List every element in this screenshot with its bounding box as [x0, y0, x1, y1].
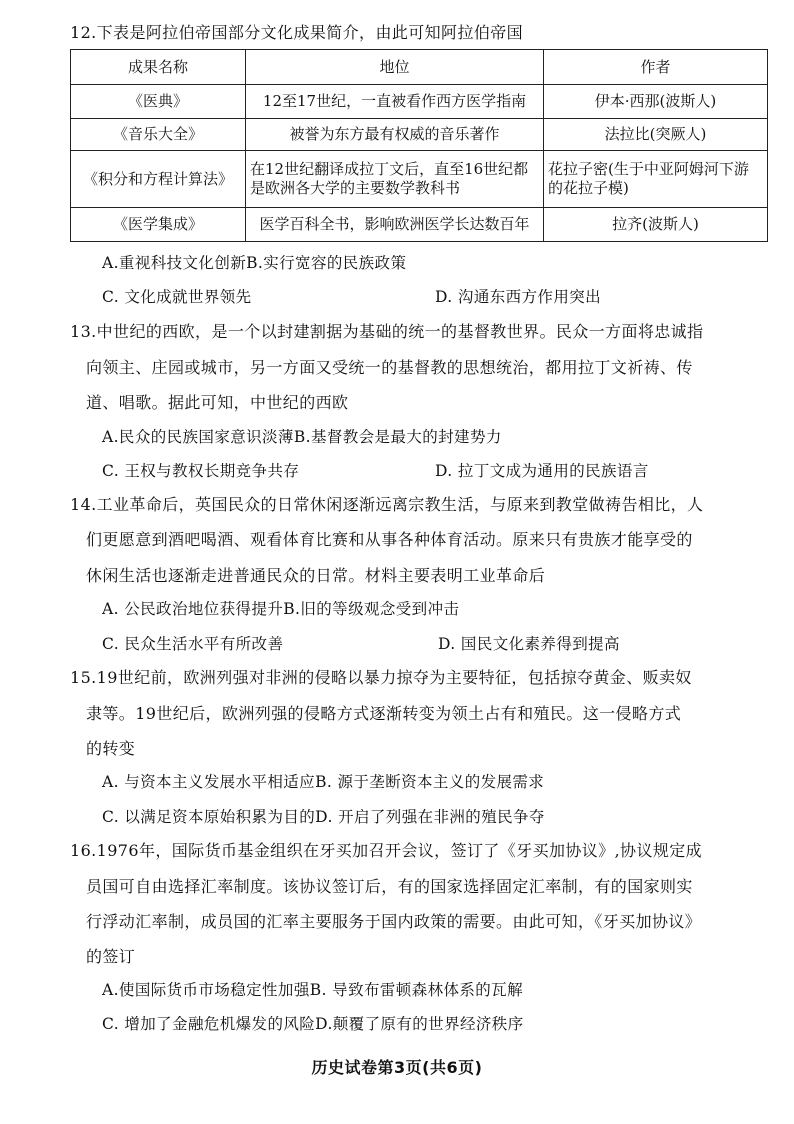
- q14-line-2: 们更愿意到酒吧喝酒、观看体育比赛和从事各种体育活动。原来只有贵族才能享受的: [86, 530, 693, 549]
- q13-option-b[interactable]: B.基督教会是最大的封建势力: [293, 428, 502, 446]
- q14-option-d[interactable]: D. 国民文化素养得到提高: [438, 635, 620, 653]
- table-row: [71, 151, 768, 208]
- q16-line-3: 行浮动汇率制，成员国的汇率主要服务于国内政策的需要。由此可知，《牙买加协议》: [86, 912, 702, 931]
- q16-options-cd: [102, 1013, 782, 1035]
- q16-options-ab: [102, 979, 782, 1001]
- q13-options-ab: [102, 426, 782, 448]
- table-cell: 花拉子密(生于中亚阿姆河下游的花拉子模): [544, 151, 768, 208]
- q12-option-d[interactable]: D. 沟通东西方作用突出: [435, 288, 602, 306]
- q16-option-d[interactable]: D.颠覆了原有的世界经济秩序: [315, 1015, 524, 1033]
- table-cell: 拉齐(波斯人): [544, 208, 768, 242]
- table-cell: 在12世纪翻译成拉丁文后，直至16世纪都是欧洲各大学的主要数学教科书: [246, 151, 544, 208]
- q15-options-ab: [102, 771, 782, 793]
- table-header-row: [71, 50, 768, 85]
- table-cell: 12至17世纪，一直被看作西方医学指南: [246, 85, 544, 119]
- q15-option-c[interactable]: C. 以满足资本原始积累为目的: [102, 808, 316, 826]
- table-cell: 医学百科全书，影响欧洲医学长达数百年: [246, 208, 544, 242]
- q12-options-ab: [102, 252, 782, 274]
- table-header: 成果名称: [71, 50, 246, 85]
- q16-option-c[interactable]: C. 增加了金融危机爆发的风险: [102, 1015, 316, 1033]
- table-row: [71, 208, 768, 242]
- q14-option-c[interactable]: C. 民众生活水平有所改善: [102, 635, 284, 653]
- q15-option-a[interactable]: A. 与资本主义发展水平相适应: [102, 773, 316, 791]
- table-row: [71, 85, 768, 119]
- table-cell: 《积分和方程计算法》: [71, 151, 246, 208]
- table-header: 地位: [246, 50, 544, 85]
- q15-line-1: 15.19世纪前，欧洲列强对非洲的侵略以暴力掠夺为主要特征，包括掠夺黄金、贩卖奴: [70, 668, 692, 687]
- page-footer: 历史试卷第3页(共6页): [311, 1058, 483, 1077]
- table-cell: 《音乐大全》: [71, 119, 246, 151]
- table-cell: 法拉比(突厥人): [544, 119, 768, 151]
- q14-line-3: 休闲生活也逐渐走进普通民众的日常。材料主要表明工业革命后: [86, 566, 546, 585]
- q15-line-3: 的转变: [86, 739, 136, 758]
- q13-option-a[interactable]: A.民众的民族国家意识淡薄: [102, 428, 294, 446]
- q13-line-1: 13.中世纪的西欧，是一个以封建割据为基础的统一的基督教世界。民众一方面将忠诚指: [70, 322, 704, 341]
- table-cell: 《医学集成》: [71, 208, 246, 242]
- achievements-table: [70, 49, 768, 242]
- q12-option-b[interactable]: B.实行宽容的民族政策: [246, 254, 407, 272]
- table-header: 作者: [544, 50, 768, 85]
- q14-option-b[interactable]: B.旧的等级观念受到冲击: [283, 600, 460, 618]
- table-cell: 伊本·西那(波斯人): [544, 85, 768, 119]
- q16-option-b[interactable]: B. 导致布雷顿森林体系的瓦解: [309, 981, 523, 999]
- q13-line-2: 向领主、庄园或城市，另一方面又受统一的基督教的思想统治，都用拉丁文祈祷、传: [86, 358, 693, 377]
- q16-line-1: 16.1976年，国际货币基金组织在牙买加召开会议，签订了《牙买加协议》,协议规定成: [70, 841, 703, 860]
- q12-stem: 12.下表是阿拉伯帝国部分文化成果简介，由此可知阿拉伯帝国: [70, 23, 524, 42]
- q15-line-2: 隶等。19世纪后，欧洲列强的侵略方式逐渐转变为领土占有和殖民。这一侵略方式: [86, 704, 682, 723]
- q12-option-a[interactable]: A.重视科技文化创新: [102, 254, 247, 272]
- q15-options-cd: [102, 806, 782, 828]
- q16-line-4: 的签订: [86, 947, 136, 966]
- q16-line-2: 员国可自由选择汇率制度。该协议签订后，有的国家选择固定汇率制，有的国家则实: [86, 877, 693, 896]
- q16-option-a[interactable]: A.使国际货币市场稳定性加强: [102, 981, 310, 999]
- q13-option-c[interactable]: C. 王权与教权长期竞争共存: [102, 462, 300, 480]
- q12-option-c[interactable]: C. 文化成就世界领先: [102, 288, 252, 306]
- q15-option-b[interactable]: B. 源于垄断资本主义的发展需求: [315, 773, 545, 791]
- q13-line-3: 道、唱歌。据此可知，中世纪的西欧: [86, 393, 349, 412]
- q14-options-ab: [102, 598, 782, 620]
- q13-option-d[interactable]: D. 拉丁文成为通用的民族语言: [435, 462, 649, 480]
- q15-option-d[interactable]: D. 开启了列强在非洲的殖民争夺: [315, 808, 545, 826]
- q14-option-a[interactable]: A. 公民政治地位获得提升: [102, 600, 284, 618]
- table-row: [71, 119, 768, 151]
- q14-line-1: 14.工业革命后，英国民众的日常休闲逐渐远离宗教生活，与原来到教堂做祷告相比，人: [70, 495, 704, 514]
- table-cell: 被誉为东方最有权威的音乐著作: [246, 119, 544, 151]
- table-cell: 《医典》: [71, 85, 246, 119]
